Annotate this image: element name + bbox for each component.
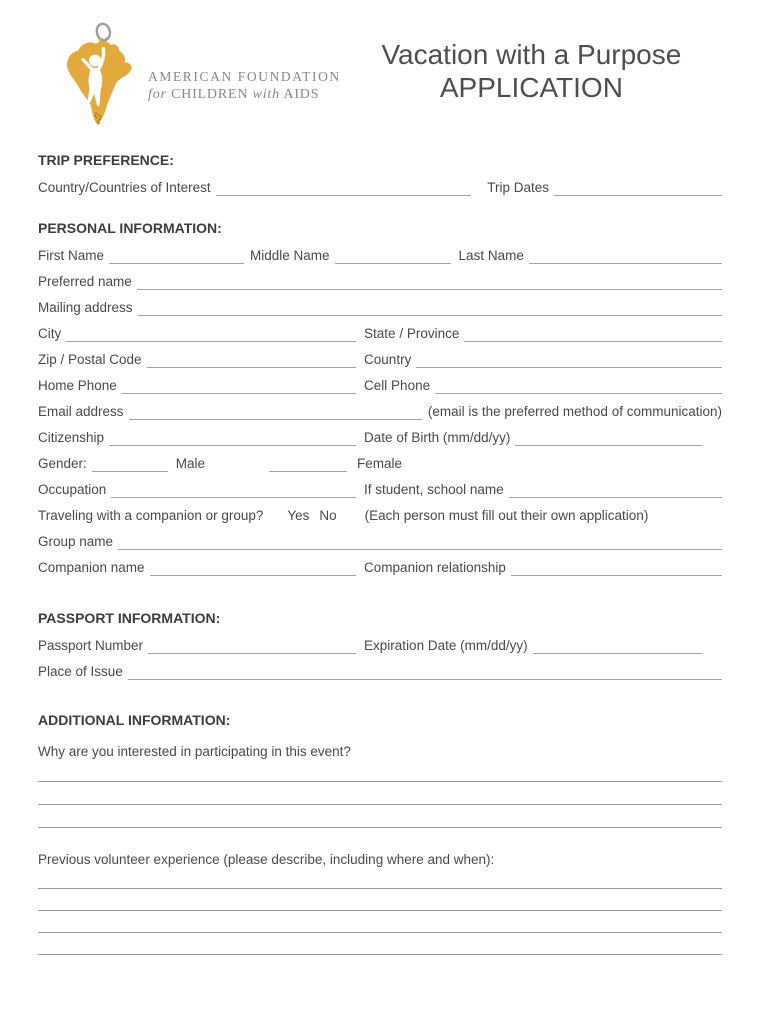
section-heading-passport-information: PASSPORT INFORMATION: bbox=[38, 610, 221, 626]
first-name-label: First Name bbox=[38, 248, 105, 263]
volunteer-answer-line-4[interactable] bbox=[38, 933, 722, 955]
form-header bbox=[38, 20, 722, 126]
email-note: (email is the preferred method of communication) bbox=[427, 404, 722, 419]
email-address-label: Email address bbox=[38, 404, 124, 419]
org-children: CHILDREN bbox=[171, 87, 249, 102]
mailing-address-row bbox=[38, 290, 722, 316]
trip-dates-label: Trip Dates bbox=[487, 180, 549, 195]
form-title-line1: Vacation with a Purpose bbox=[381, 39, 682, 70]
state-province-label: State / Province bbox=[364, 326, 460, 341]
companion-note: (Each person must fill out their own application) bbox=[364, 508, 649, 523]
companion-name-field[interactable] bbox=[150, 556, 356, 576]
companion-no-option[interactable]: No bbox=[319, 508, 337, 523]
zip-postal-code-label: Zip / Postal Code bbox=[38, 352, 142, 367]
volunteer-answer-line-1[interactable] bbox=[38, 870, 722, 889]
zip-postal-code-field[interactable] bbox=[147, 348, 356, 368]
expiration-date-label: Expiration Date (mm/dd/yy) bbox=[364, 638, 528, 653]
group-name-label: Group name bbox=[38, 534, 114, 549]
place-of-issue-label: Place of Issue bbox=[38, 664, 123, 679]
africa-map-graphic bbox=[67, 41, 132, 125]
companion-name-label: Companion name bbox=[38, 560, 145, 575]
country-of-interest-label: Country/Countries of Interest bbox=[38, 180, 211, 195]
expiration-date-field[interactable] bbox=[533, 634, 702, 654]
org-for: for bbox=[148, 87, 167, 102]
org-with: with bbox=[252, 87, 280, 102]
preferred-name-label: Preferred name bbox=[38, 274, 132, 289]
interest-answer-line-2[interactable] bbox=[38, 782, 722, 805]
city-field[interactable] bbox=[66, 322, 356, 342]
interest-question: Why are you interested in participating in this event? bbox=[38, 744, 351, 759]
section-heading-trip-preference: TRIP PREFERENCE: bbox=[38, 152, 174, 168]
companion-question-label: Traveling with a companion or group? bbox=[38, 508, 264, 523]
home-phone-field[interactable] bbox=[122, 374, 356, 394]
mailing-address-field[interactable] bbox=[138, 296, 722, 316]
volunteer-answer-line-3[interactable] bbox=[38, 911, 722, 933]
name-row bbox=[38, 238, 722, 264]
trip-preference-row bbox=[38, 170, 722, 196]
gender-male-field[interactable] bbox=[92, 452, 168, 472]
companion-question-row bbox=[38, 498, 722, 524]
middle-name-label: Middle Name bbox=[250, 248, 330, 263]
mailing-address-label: Mailing address bbox=[38, 300, 133, 315]
citizenship-dob-row bbox=[38, 420, 722, 446]
trip-dates-field[interactable] bbox=[554, 176, 722, 196]
date-of-birth-label: Date of Birth (mm/dd/yy) bbox=[364, 430, 511, 445]
cell-phone-field[interactable] bbox=[435, 374, 722, 394]
middle-name-field[interactable] bbox=[335, 244, 451, 264]
occupation-field[interactable] bbox=[111, 478, 356, 498]
group-name-field[interactable] bbox=[118, 530, 722, 550]
gender-female-field[interactable] bbox=[269, 452, 347, 472]
occupation-row bbox=[38, 472, 722, 498]
africa-map-child-ribbon-icon bbox=[52, 20, 140, 126]
city-label: City bbox=[38, 326, 62, 341]
male-label: Male bbox=[175, 456, 206, 471]
country-of-interest-field[interactable] bbox=[216, 176, 472, 196]
org-aids: AIDS bbox=[283, 87, 320, 102]
companion-relationship-field[interactable] bbox=[511, 556, 722, 576]
school-name-label: If student, school name bbox=[364, 482, 504, 497]
group-name-row bbox=[38, 524, 722, 550]
org-name-line2 bbox=[148, 86, 341, 104]
gender-row bbox=[38, 446, 722, 472]
form-title-line2: APPLICATION bbox=[439, 72, 623, 103]
companion-name-row bbox=[38, 550, 722, 576]
preferred-name-field[interactable] bbox=[137, 270, 722, 290]
date-of-birth-field[interactable] bbox=[515, 426, 702, 446]
zip-country-row bbox=[38, 342, 722, 368]
last-name-field[interactable] bbox=[529, 244, 722, 264]
afcaids-logo bbox=[52, 20, 341, 126]
cell-phone-label: Cell Phone bbox=[364, 378, 431, 393]
place-of-issue-field[interactable] bbox=[128, 660, 722, 680]
passport-number-field[interactable] bbox=[148, 634, 356, 654]
first-name-field[interactable] bbox=[109, 244, 244, 264]
email-row bbox=[38, 394, 722, 420]
email-address-field[interactable] bbox=[129, 400, 422, 420]
home-phone-label: Home Phone bbox=[38, 378, 117, 393]
org-name-line1: AMERICAN FOUNDATION bbox=[148, 69, 341, 84]
preferred-name-row bbox=[38, 264, 722, 290]
section-heading-personal-information: PERSONAL INFORMATION: bbox=[38, 220, 222, 236]
citizenship-label: Citizenship bbox=[38, 430, 105, 445]
volunteer-question: Previous volunteer experience (please describe, including where and when): bbox=[38, 852, 495, 867]
state-province-field[interactable] bbox=[464, 322, 722, 342]
companion-yes-option[interactable]: Yes bbox=[287, 508, 310, 523]
passport-number-row bbox=[38, 628, 722, 654]
interest-answer-line-1[interactable] bbox=[38, 762, 722, 782]
form-title bbox=[341, 38, 722, 104]
occupation-label: Occupation bbox=[38, 482, 107, 497]
female-label: Female bbox=[357, 456, 403, 471]
city-state-row bbox=[38, 316, 722, 342]
section-heading-additional-information: ADDITIONAL INFORMATION: bbox=[38, 712, 231, 728]
volunteer-answer-line-2[interactable] bbox=[38, 889, 722, 911]
country-label: Country bbox=[364, 352, 412, 367]
school-name-field[interactable] bbox=[509, 478, 722, 498]
citizenship-field[interactable] bbox=[109, 426, 356, 446]
interest-answer-line-3[interactable] bbox=[38, 805, 722, 828]
place-of-issue-row bbox=[38, 654, 722, 680]
last-name-label: Last Name bbox=[458, 248, 524, 263]
org-name bbox=[148, 68, 341, 104]
country-field[interactable] bbox=[416, 348, 722, 368]
passport-number-label: Passport Number bbox=[38, 638, 144, 653]
companion-relationship-label: Companion relationship bbox=[364, 560, 506, 575]
phone-row bbox=[38, 368, 722, 394]
gender-label: Gender: bbox=[38, 456, 87, 471]
